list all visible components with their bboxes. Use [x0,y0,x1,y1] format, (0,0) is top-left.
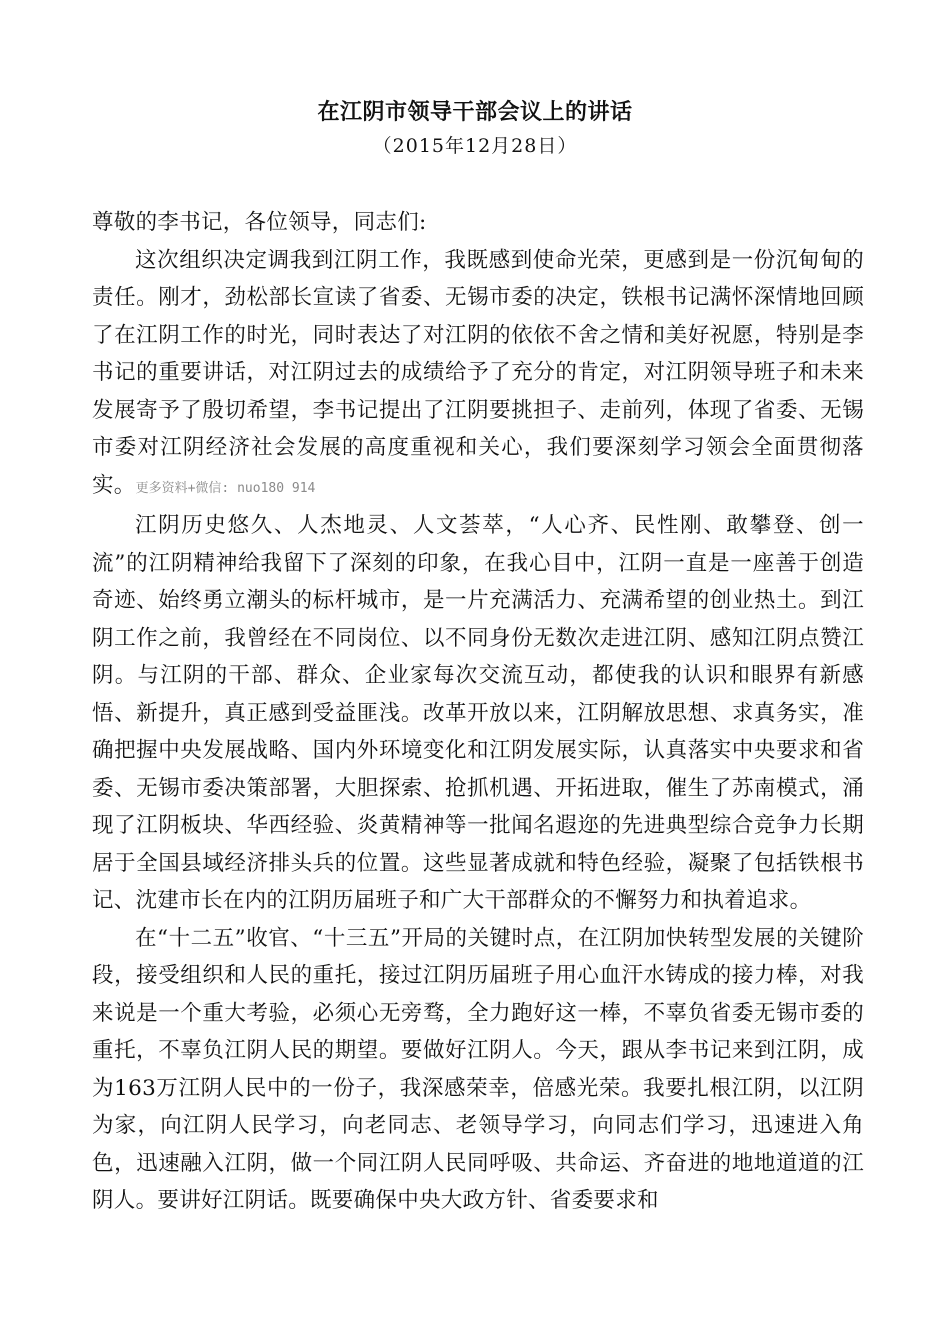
paragraph-3: 在“十二五”收官、“十三五”开局的关键时点，在江阴加快转型发展的关键阶段，接受组织和人民的重托，接过江阴历届班子用心血汗水铸成的接力棒，对我来说是一个重大考验，必须心无旁骛，全力跑好这一棒，不辜负省委无锡市委的重托，不辜负江阴人民的期望。要做好江阴人。今天，跟从李书记来到江阴，成为163万江阴人民中的一份子，我深感荣幸，倍感光荣。我要扎根江阴，以江阴为家，向江阴人民学习，向老同志、老领导学习，向同志们学习，迅速进入角色，迅速融入江阴，做一个同江阴人民同呼吸、共命运、齐奋进的地地道道的江阴人。要讲好江阴话。既要确保中央大政方针、省委要求和 [92,925,864,1213]
paragraph-1 [92,242,864,508]
document-body [92,204,864,1220]
salutation: 尊敬的李书记，各位领导，同志们: [92,210,427,235]
paragraph-2: 江阴历史悠久、人杰地灵、人文荟萃，“人心齐、民性刚、敢攀登、创一流”的江阴精神给我留下了深刻的印象，在我心目中，江阴一直是一座善于创造奇迹、始终勇立潮头的标杆城市，是一片充满活力、充满希望的创业热土。到江阴工作之前，我曾经在不同岗位、以不同身份无数次走进江阴、感知江阴点赞江阴。与江阴的干部、群众、企业家每次交流互动，都使我的认识和眼界有新感悟、新提升，真正感到受益匪浅。改革开放以来，江阴解放思想、求真务实，准确把握中央发展战略、国内外环境变化和江阴发展实际，认真落实中央要求和省委、无锡市委决策部署，大胆探索、抢抓机遇、开拓进取，催生了苏南模式，涌现了江阴板块、华西经验、炎黄精神等一批闻名遐迩的先进典型综合竞争力长期居于全国县域经济排头兵的位置。这些显著成就和特色经验，凝聚了包括铁根书记、沈建市长在内的江阴历届班子和广大干部群众的不懈努力和执着追求。 [92,513,864,913]
paragraph-1-text: 这次组织决定调我到江阴工作，我既感到使命光荣，更感到是一份沉甸甸的责任。刚才，劲松部长宣读了省委、无锡市委的决定，铁根书记满怀深情地回顾了在江阴工作的时光，同时表达了对江阴的依依不舍之情和美好祝愿，特别是李书记的重要讲话，对江阴过去的成绩给予了充分的肯定，对江阴领导班子和未来发展寄予了殷切希望，李书记提出了江阴要挑担子、走前列，体现了省委、无锡市委对江阴经济社会发展的高度重视和关心，我们要深刻学习领会全面贯彻落实。 [92,247,864,498]
document-date: （2015年12月28日） [372,135,578,157]
document-title: 在江阴市领导干部会议上的讲话 [317,99,633,125]
watermark-text: 更多资料+微信: nuo180 914 [135,480,316,496]
